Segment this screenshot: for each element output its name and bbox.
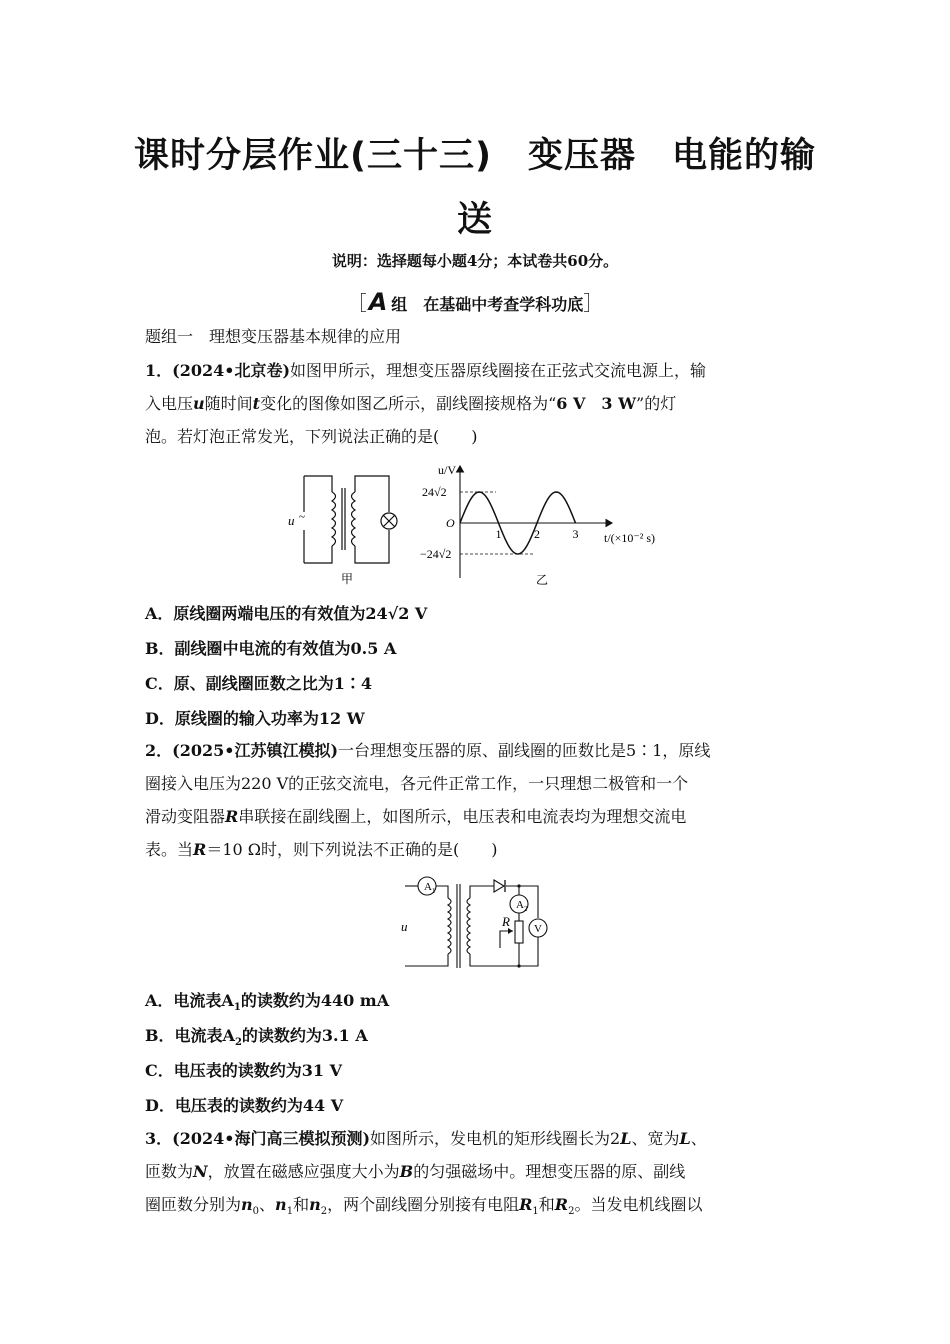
q1-option-c[interactable] (145, 671, 372, 694)
q1-source: (2024•北京卷) (172, 361, 291, 380)
q2-wire-secondary-bottom (470, 937, 538, 966)
q1-option-d-text: 原线圈的输入功率为12 W (174, 709, 365, 728)
q3-sub-2: 2 (320, 1206, 328, 1218)
q3-line-2 (145, 1155, 810, 1188)
q2-slider-wire (500, 931, 513, 948)
q3-var-n1: n (275, 1195, 287, 1214)
q1-option-a[interactable] (145, 601, 427, 624)
q1-option-b-text: 副线圈中电流的有效值为0.5 A (174, 639, 397, 658)
q2-option-a-label: A． (145, 991, 174, 1010)
q2-option-c-text: 电压表的读数约为31 V (173, 1061, 343, 1080)
q3-var-r1: R (519, 1195, 533, 1214)
q3-text-a2: 、宽为 (631, 1129, 680, 1148)
q2-line-4 (145, 833, 810, 866)
q2-line-2: 圈接入电压为220 V的正弦交流电，各元件正常工作，一只理想二极管和一个 (145, 774, 689, 793)
group-label: 组 (391, 295, 408, 314)
q2-wire-secondary-top (470, 886, 494, 898)
q2-text-d1: 表。当 (145, 840, 194, 859)
q1-option-c-label: C． (145, 674, 174, 693)
q3-var-n0: n (241, 1195, 253, 1214)
q1-figure-jia (284, 468, 414, 586)
yi-x-tick-1: 1 (495, 527, 502, 541)
q1-text-b1: 入电压 (145, 394, 194, 413)
q1-text-a: 如图甲所示，理想变压器原线圈接在正弦式交流电源上，输 (290, 361, 707, 380)
q2-label-a2 (516, 899, 528, 913)
q1-var-u: u (193, 394, 205, 413)
q2-option-d[interactable] (145, 1093, 343, 1116)
q1-number: 1． (145, 361, 173, 380)
q1-figure-yi (420, 458, 670, 588)
group-letter: A (368, 288, 388, 316)
q2-text-d2: ＝10 Ω时，则下列说法不正确的是( ) (206, 840, 498, 859)
exam-note: 说明：选择题每小题4分；本试卷共60分。 (331, 252, 619, 270)
q2-label-u: u (401, 919, 408, 934)
q3-line-1 (145, 1122, 810, 1155)
page-title-line-1: 课时分层作业(三十三) 变压器 电能的输 (134, 136, 816, 176)
jia-wire-bottom-right (355, 530, 389, 563)
q2-line-1 (145, 734, 810, 767)
q2-circuit-figure (398, 874, 553, 974)
q1-option-a-extra: √2 V (387, 604, 428, 623)
q2-junction-2 (517, 964, 520, 967)
q2-line-3 (145, 800, 810, 833)
q1-option-d[interactable] (145, 706, 365, 729)
q1-spec: 6 V 3 W (556, 394, 637, 413)
section-subtitle: 在基础中考查学科功底 (423, 295, 584, 314)
q3-sub-0: 0 (252, 1206, 260, 1218)
jia-wire-bottom-left (304, 546, 332, 563)
q3-text-b3: 的匀强磁场中。理想变压器的原、副线 (413, 1162, 686, 1181)
q3-var-l-2: L (679, 1129, 691, 1148)
q2-option-a[interactable] (145, 988, 389, 1013)
q2-junction-1 (517, 884, 520, 887)
yi-x-tick-3: 3 (572, 527, 579, 541)
q2-var-r: R (225, 807, 239, 826)
diode-icon (494, 880, 505, 892)
q1-option-a-text: 原线圈两端电压的有效值为24 (173, 604, 388, 623)
q3-text-a1: 如图所示，发电机的矩形线圈长为2 (370, 1129, 621, 1148)
q2-option-c-label: C． (145, 1061, 174, 1080)
yi-x-tick-2: 2 (534, 527, 540, 541)
yi-y-max-label: 24√2 (422, 485, 447, 499)
jia-caption: 甲 (341, 572, 354, 586)
q2-label-a2-letter: A (516, 899, 524, 911)
q2-wire-a1-right (436, 886, 448, 898)
q3-sub-r1: 1 (532, 1206, 539, 1218)
q2-text (145, 734, 810, 866)
q1-line-3: 泡。若灯泡正常发光，下列说法正确的是( ) (145, 427, 478, 446)
group-title: 题组一 理想变压器基本规律的应用 (145, 327, 402, 346)
q3-and-1: 和 (293, 1195, 310, 1214)
q2-var-r-2: R (193, 840, 207, 859)
q2-option-d-label: D． (145, 1096, 175, 1115)
q1-text (145, 354, 810, 453)
section-band (0, 287, 950, 316)
q1-line-1 (145, 354, 810, 387)
q2-option-b-label: B． (145, 1026, 175, 1045)
q3-number: 3． (145, 1129, 173, 1148)
q3-var-n2: n (309, 1195, 321, 1214)
q3-text (145, 1122, 810, 1228)
q2-rheostat (515, 921, 523, 943)
q1-option-a-label: A． (145, 604, 174, 623)
yi-y-min-label: −24√2 (420, 547, 452, 561)
q2-label-a1-letter: A (424, 881, 432, 893)
q3-text-c2: ，两个副线圈分别接有电阻 (327, 1195, 520, 1214)
jia-primary-coil (332, 492, 336, 546)
jia-wire-top-right (355, 476, 389, 512)
q3-var-b: B (399, 1162, 414, 1181)
q2-label-r: R (502, 914, 510, 929)
bracket-right: ］ (583, 291, 604, 315)
q3-source: (2024•海门高三模拟预测) (172, 1129, 371, 1148)
page-title-line-2: 送 (456, 200, 493, 240)
q3-text-b2: ，放置在磁感应强度大小为 (207, 1162, 400, 1181)
jia-label-tilde: ~ (299, 511, 305, 523)
yi-x-axis-label: t/(×10⁻² s) (604, 531, 656, 545)
q2-option-a-pre: 电流表A (173, 991, 234, 1010)
q2-text-a: 一台理想变压器的原、副线圈的匝数比是5∶1，原线 (338, 741, 711, 760)
q3-text-b1: 匝数为 (145, 1162, 194, 1181)
q2-option-c[interactable] (145, 1058, 342, 1081)
q3-sub-1: 1 (286, 1206, 294, 1218)
q1-var-t: t (252, 394, 261, 413)
q2-primary-coil (448, 898, 451, 954)
q3-text-c3: 。当发电机线圈以 (574, 1195, 703, 1214)
q3-text-c1: 圈匝数分别为 (145, 1195, 242, 1214)
q1-option-d-label: D． (145, 709, 175, 728)
yi-origin-label: O (446, 516, 455, 530)
q3-var-r2: R (554, 1195, 569, 1214)
q2-option-a-post: 的读数约为440 mA (240, 991, 390, 1010)
q2-source: (2025•江苏镇江模拟) (172, 741, 339, 760)
q2-option-b-sub: 2 (234, 1037, 242, 1049)
q2-option-a-sub: 1 (233, 1002, 241, 1014)
q2-text-c2: 串联接在副线圈上，如图所示，电压表和电流表均为理想交流电 (238, 807, 687, 826)
q1-text-b2: 随时间 (204, 394, 253, 413)
q3-sep-1: 、 (259, 1195, 276, 1214)
q2-label-a2-sub: 2 (523, 905, 528, 913)
q2-option-b[interactable] (145, 1023, 368, 1048)
q2-number: 2． (145, 741, 173, 760)
q2-option-b-post: 的读数约为3.1 A (241, 1026, 368, 1045)
q1-option-b[interactable] (145, 636, 396, 659)
q1-line-2 (145, 387, 810, 420)
q3-text-a3: 、 (690, 1129, 707, 1148)
q1-option-c-text: 原、副线圈匝数之比为1∶4 (173, 674, 373, 693)
q2-wire-bottom-primary (405, 954, 448, 966)
q1-text-b4: ”的灯 (636, 394, 677, 413)
q3-sub-r2: 2 (568, 1206, 575, 1218)
q2-label-a1 (424, 881, 436, 895)
q3-var-l: L (620, 1129, 632, 1148)
jia-secondary-coil (352, 492, 356, 546)
q2-text-c1: 滑动变阻器 (145, 807, 226, 826)
jia-label-u: u (288, 513, 295, 528)
q2-label-a1-sub: 1 (431, 887, 436, 895)
q3-and-2: 和 (538, 1195, 555, 1214)
bracket-left: ［ (346, 291, 367, 315)
q1-option-b-label: B． (145, 639, 175, 658)
jia-wire-top-left (304, 476, 332, 492)
q2-option-d-text: 电压表的读数约为44 V (174, 1096, 344, 1115)
q2-option-b-pre: 电流表A (174, 1026, 235, 1045)
q3-line-3 (145, 1188, 810, 1228)
q1-text-b3: 变化的图像如图乙所示，副线圈接规格为“ (260, 394, 557, 413)
yi-y-axis-label: u/V (438, 463, 456, 477)
q2-secondary-coil (467, 898, 470, 954)
q3-var-n: N (193, 1162, 208, 1181)
q2-label-v: V (534, 923, 542, 935)
yi-caption: 乙 (536, 573, 549, 587)
